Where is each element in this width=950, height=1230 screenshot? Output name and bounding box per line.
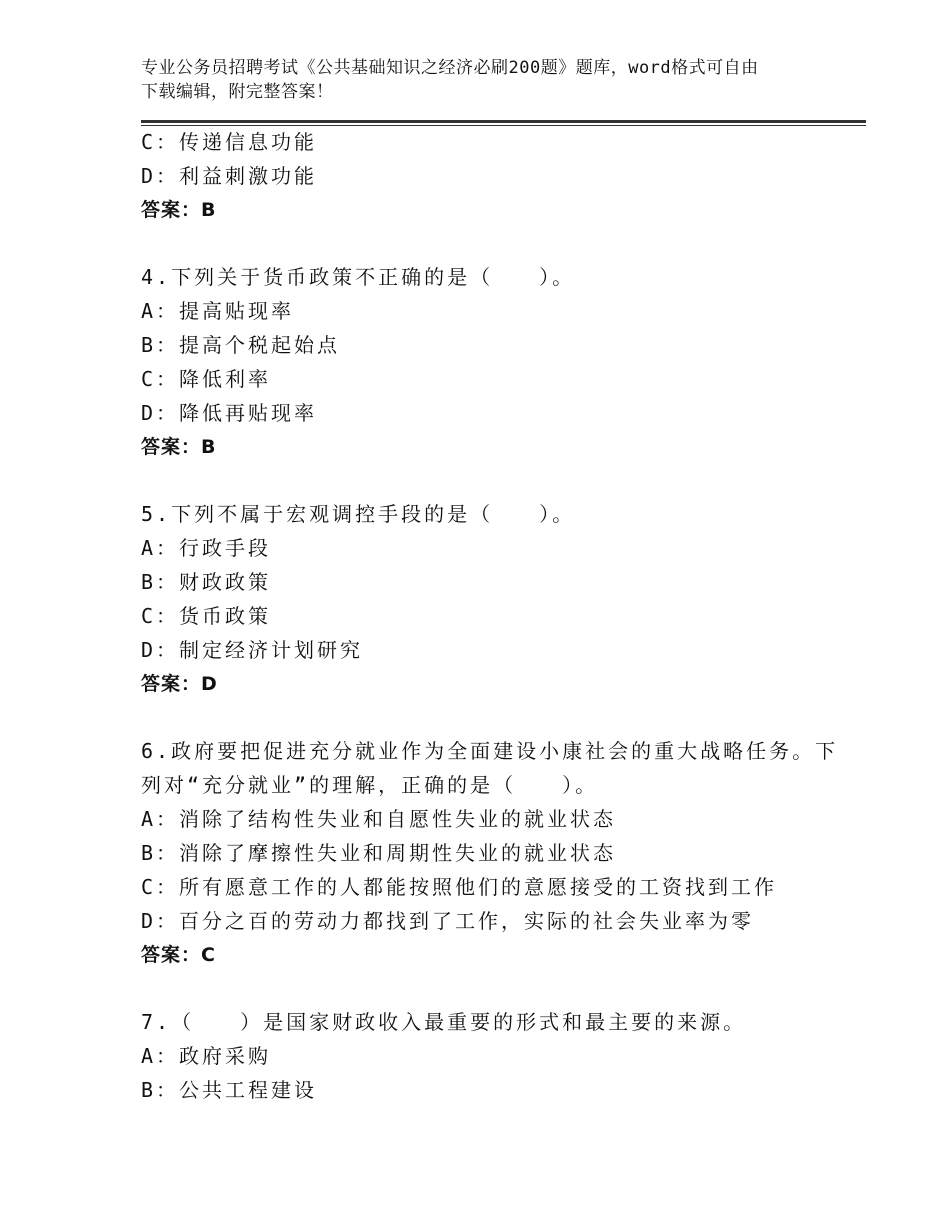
spacer (141, 972, 841, 1005)
header-line-2: 下载编辑，附完整答案！ (141, 82, 334, 102)
question-3-tail (141, 125, 841, 227)
spacer (141, 464, 841, 497)
answer: 答案：B (141, 436, 217, 458)
option-b: B：消除了摩擦性失业和周期性失业的就业状态 (141, 841, 617, 865)
question-stem-line-1: 6.政府要把促进充分就业作为全面建设小康社会的重大战略任务。下 (141, 739, 839, 763)
question-stem: 5.下列不属于宏观调控手段的是（ ）。 (141, 502, 576, 526)
question-7 (141, 1005, 841, 1107)
question-stem: 7.（ ）是国家财政收入最重要的形式和最主要的来源。 (141, 1010, 747, 1034)
option-d: D：利益刺激功能 (141, 164, 318, 188)
header-line-1: 专业公务员招聘考试《公共基础知识之经济必刷200题》题库，word格式可自由 (141, 58, 759, 78)
question-4 (141, 260, 841, 464)
option-c: C：货币政策 (141, 604, 272, 628)
option-c: C：所有愿意工作的人都能按照他们的意愿接受的工资找到工作 (141, 875, 778, 899)
option-a: A：政府采购 (141, 1044, 272, 1068)
option-a: A：消除了结构性失业和自愿性失业的就业状态 (141, 807, 617, 831)
answer: 答案：D (141, 673, 218, 695)
option-d: D：制定经济计划研究 (141, 638, 364, 662)
option-c: C：传递信息功能 (141, 130, 318, 154)
question-5 (141, 497, 841, 701)
option-b: B：公共工程建设 (141, 1078, 318, 1102)
option-b: B：财政政策 (141, 570, 272, 594)
option-d: D：百分之百的劳动力都找到了工作，实际的社会失业率为零 (141, 909, 755, 933)
option-b: B：提高个税起始点 (141, 333, 341, 357)
header-rule-thick (141, 120, 866, 123)
answer: 答案：C (141, 944, 216, 966)
option-c: C：降低利率 (141, 367, 272, 391)
document-header (141, 56, 811, 104)
option-a: A：提高贴现率 (141, 299, 295, 323)
option-d: D：降低再贴现率 (141, 401, 318, 425)
answer: 答案：B (141, 199, 217, 221)
question-stem-line-2: 列对“充分就业”的理解，正确的是（ ）。 (141, 773, 599, 797)
spacer (141, 227, 841, 260)
question-list (141, 125, 841, 1107)
question-6 (141, 734, 841, 972)
question-stem: 4.下列关于货币政策不正确的是（ ）。 (141, 265, 576, 289)
spacer (141, 701, 841, 734)
option-a: A：行政手段 (141, 536, 272, 560)
